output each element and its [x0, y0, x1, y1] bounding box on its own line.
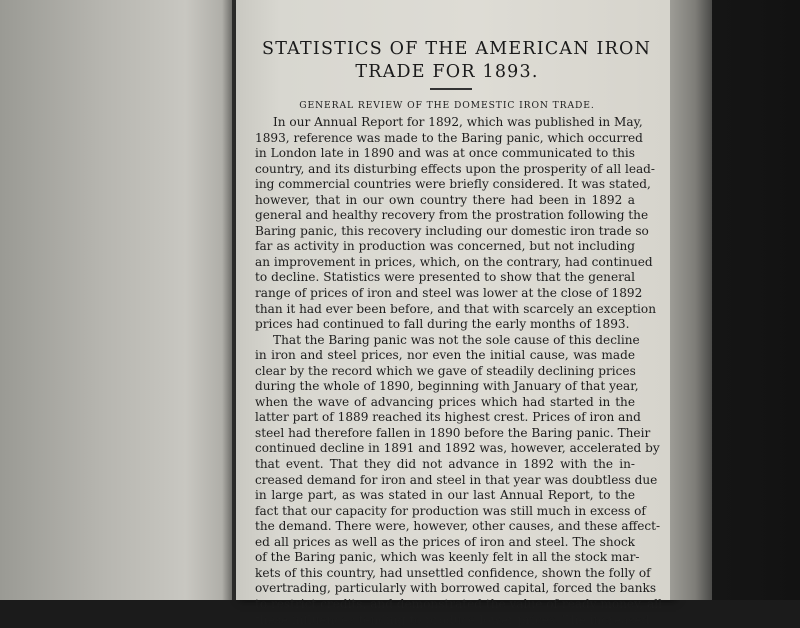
text-line: latter part of 1889 reached its highest crest. Prices of iron and — [255, 410, 635, 426]
text-line: continued decline in 1891 and 1892 was, however, accelerated by — [255, 441, 635, 457]
text-line: general and healthy recovery from the prostration following the — [255, 208, 635, 224]
page-edge — [670, 0, 712, 600]
text-line: when the wave of advancing prices which had started in the — [255, 395, 635, 411]
text-line: in iron and steel prices, nor even the initial cause, was made — [255, 348, 635, 364]
text-line: ing commercial countries were briefly considered. It was stated, — [255, 177, 635, 193]
section-heading: GENERAL REVIEW OF THE DOMESTIC IRON TRADE. — [262, 100, 632, 111]
text-line: Baring panic, this recovery including our domestic iron trade so — [255, 224, 635, 240]
text-line: steel had therefore fallen in 1890 before the Baring panic. Their — [255, 426, 635, 442]
text-line: these influences tending to produce lower prices. The increased — [255, 613, 635, 628]
text-line: than it had ever been before, and that with scarcely an exception — [255, 302, 635, 318]
text-line: range of prices of iron and steel was lower at the close of 1892 — [255, 286, 635, 302]
text-line: to decline. Statistics were presented to show that the general — [255, 270, 635, 286]
text-line: ed all prices as well as the prices of iron and steel. The shock — [255, 535, 635, 551]
text-line: That the Baring panic was not the sole cause of this decline — [255, 333, 635, 349]
text-line: that event. That they did not advance in 1892 with the in- — [255, 457, 635, 473]
text-line: fact that our capacity for production was still much in excess of — [255, 504, 635, 520]
text-line: 1893, reference was made to the Baring panic, which occurred — [255, 131, 635, 147]
text-line: the demand. There were, however, other causes, and these affect- — [255, 519, 635, 535]
text-line: overtrading, particularly with borrowed capital, forced the banks — [255, 581, 635, 597]
text-line: country, and its disturbing effects upon the prosperity of all lead- — [255, 162, 635, 178]
title-rule — [430, 88, 472, 90]
text-line: kets of this country, had unsettled confidence, shown the folly of — [255, 566, 635, 582]
text-line: prices had continued to fall during the early months of 1893. — [255, 317, 635, 333]
left-page — [0, 0, 232, 600]
text-line: of the Baring panic, which was keenly felt in all the stock mar- — [255, 550, 635, 566]
text-line: far as activity in production was concerned, but not including — [255, 239, 635, 255]
page-title — [262, 38, 632, 84]
text-line: however, that in our own country there had been in 1892 a — [255, 193, 635, 209]
title-line-1: STATISTICS OF THE AMERICAN IRON — [262, 38, 632, 61]
text-line: In our Annual Report for 1892, which was published in May, — [255, 115, 635, 131]
text-line: in London late in 1890 and was at once communicated to this — [255, 146, 635, 162]
text-line: during the whole of 1890, beginning with January of that year, — [255, 379, 635, 395]
text-line: to restrict credits, and demonstrated the value of ready money, all — [255, 597, 635, 613]
title-line-2: TRADE FOR 1893. — [262, 61, 632, 84]
body-text — [255, 115, 635, 628]
text-line: an improvement in prices, which, on the contrary, had continued — [255, 255, 635, 271]
text-line: creased demand for iron and steel in that year was doubtless due — [255, 473, 635, 489]
text-line: in large part, as was stated in our last Annual Report, to the — [255, 488, 635, 504]
text-line: clear by the record which we gave of steadily declining prices — [255, 364, 635, 380]
